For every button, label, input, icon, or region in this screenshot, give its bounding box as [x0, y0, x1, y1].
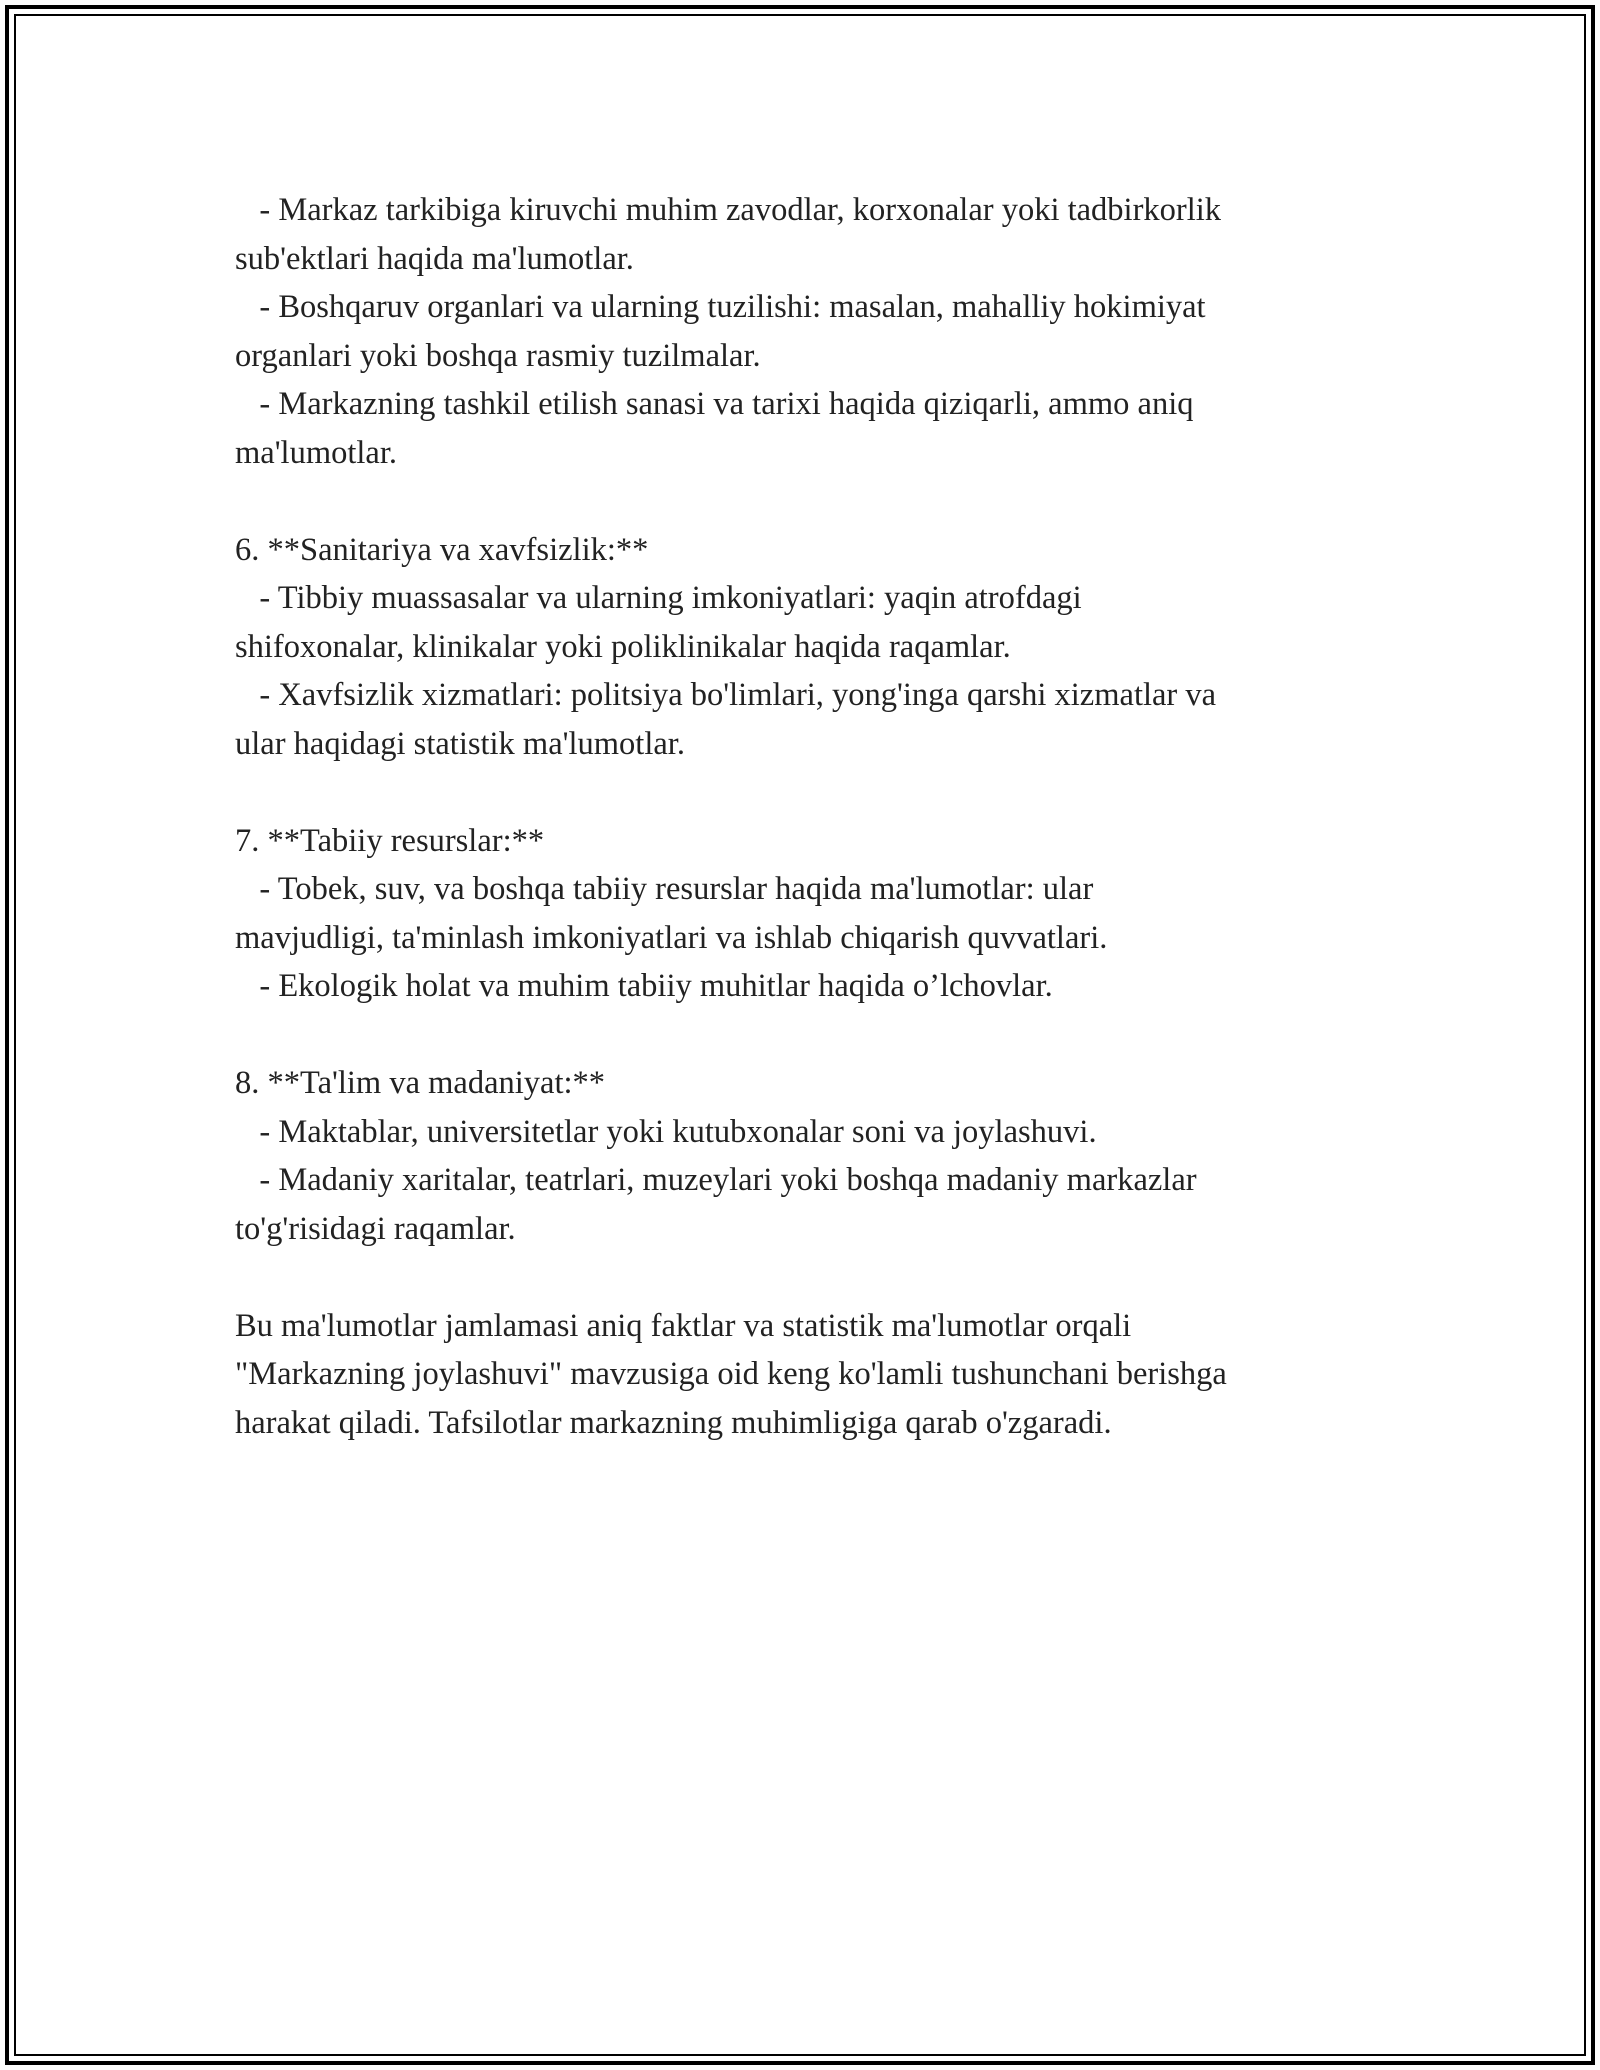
text-line: - Tobek, suv, va boshqa tabiiy resurslar haqida ma'lumotlar: ular [235, 871, 1094, 907]
text-line: - Boshqaruv organlari va ularning tuzilishi: masalan, mahalliy hokimiyat [235, 289, 1206, 325]
text-line: - Maktablar, universitetlar yoki kutubxonalar soni va joylashuvi. [235, 1113, 1097, 1150]
section-heading: 8. **Ta'lim va madaniyat:** [235, 1065, 606, 1101]
text-line: - Tibbiy muassasalar va ularning imkoniyatlari: yaqin atrofdagi [235, 580, 1082, 616]
blank-line [235, 768, 1385, 817]
text-line: organlari yoki boshqa rasmiy tuzilmalar. [235, 337, 761, 374]
blank-line [235, 1253, 1385, 1302]
summary-line: Bu ma'lumotlar jamlamasi aniq faktlar va statistik ma'lumotlar orqali [235, 1307, 1132, 1344]
section-heading: 7. **Tabiiy resurslar:** [235, 822, 545, 859]
text-line: - Markaz tarkibiga kiruvchi muhim zavodlar, korxonalar yoki tadbirkorlik [235, 192, 1222, 228]
text-line: - Madaniy xaritalar, teatrlari, muzeylari yoki boshqa madaniy markazlar [235, 1162, 1197, 1198]
text-line: - Markazning tashkil etilish sanasi va tarixi haqida qiziqarli, ammo aniq [235, 386, 1194, 422]
summary-line: harakat qiladi. Tafsilotlar markazning muhimligiga qarab o'zgaradi. [235, 1404, 1112, 1441]
text-line: ular haqidagi statistik ma'lumotlar. [235, 725, 685, 762]
text-line: mavjudligi, ta'minlash imkoniyatlari va ishlab chiqarish quvvatlari. [235, 919, 1108, 956]
text-line: shifoxonalar, klinikalar yoki poliklinikalar haqida raqamlar. [235, 628, 1011, 665]
document-body [235, 186, 1385, 1447]
text-line: sub'ektlari haqida ma'lumotlar. [235, 240, 634, 277]
blank-line [235, 477, 1385, 526]
text-line: - Ekologik holat va muhim tabiiy muhitlar haqida o’lchovlar. [235, 968, 1053, 1004]
summary-line: "Markazning joylashuvi" mavzusiga oid keng ko'lamli tushunchani berishga [235, 1356, 1227, 1392]
section-heading: 6. **Sanitariya va xavfsizlik:** [235, 531, 649, 568]
text-line: ma'lumotlar. [235, 434, 398, 471]
text-line: to'g'risidagi raqamlar. [235, 1210, 516, 1247]
blank-line [235, 1011, 1385, 1060]
text-line: - Xavfsizlik xizmatlari: politsiya bo'limlari, yong'inga qarshi xizmatlar va [235, 677, 1217, 713]
